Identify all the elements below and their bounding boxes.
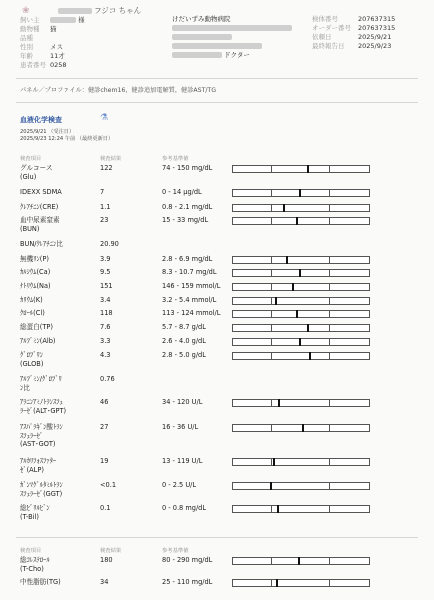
test-value: 0.76 <box>100 375 115 383</box>
result-marker <box>299 189 301 197</box>
range-bar <box>232 283 370 291</box>
divider <box>16 78 418 79</box>
range-high-tick <box>329 459 330 465</box>
range-high-tick <box>329 580 330 586</box>
test-name: ｱｽﾊﾟﾗｷﾞﾝ酸ﾄﾗﾝ ｽﾌｪﾗｰｾﾞ (AST･GOT) <box>20 423 63 448</box>
test-reference-range: 0 - 14 µg/dL <box>162 188 202 196</box>
breed-label: 品種 <box>20 34 33 42</box>
test-value: 19 <box>100 457 109 465</box>
test-name: ﾅﾄﾘｳﾑ(Na) <box>20 282 51 290</box>
result-marker <box>286 256 288 264</box>
test-name: 血中尿素窒素 (BUN) <box>20 216 60 233</box>
col-header-ref: 参考基準値 <box>162 156 189 162</box>
test-name: ｱﾗﾆﾝｱﾐﾉﾄﾗﾝｽﾌｪ ﾗｰｾﾞ(ALT･GPT) <box>20 398 67 415</box>
range-bar <box>232 189 370 197</box>
test-name: ｸﾚｱﾁﾆﾝ(CRE) <box>20 203 59 211</box>
request-date-label: 依頼日 <box>312 33 332 41</box>
range-low-tick <box>271 580 272 586</box>
test-reference-range: 3.2 - 5.4 mmol/L <box>162 296 217 304</box>
vet-suffix: ドクター <box>224 51 250 59</box>
species-value: 猫 <box>50 25 57 33</box>
pet-name: フジコ ちゃん <box>94 6 142 15</box>
test-reference-range: 16 - 36 U/L <box>162 423 199 431</box>
hospital-block <box>172 15 292 60</box>
test-reference-range: 15 - 33 mg/dL <box>162 216 209 224</box>
range-low-tick <box>271 218 272 224</box>
range-bar <box>232 324 370 332</box>
test-reference-range: 34 - 120 U/L <box>162 398 203 406</box>
redacted-line <box>172 43 262 49</box>
received-date: 2025/9/21 （受注日） <box>20 129 75 135</box>
test-reference-range: 74 - 150 mg/dL <box>162 164 213 172</box>
range-high-tick <box>329 270 330 276</box>
test-name: ｶﾙｼｳﾑ(Ca) <box>20 268 51 276</box>
col-header-test: 検査項目 <box>20 156 42 162</box>
result-marker <box>296 310 298 318</box>
test-name: ｱﾙﾌﾞﾐﾝ/ｸﾞﾛﾌﾞﾘ ﾝ比 <box>20 375 62 392</box>
test-name: ｶﾞﾝﾏｸﾞﾙﾀﾐﾙﾄﾗﾝ ｽﾌｪﾗｰｾﾞ(GGT) <box>20 481 63 498</box>
range-high-tick <box>329 311 330 317</box>
col-header-test-2: 検査項目 <box>20 548 42 554</box>
test-name: 総ﾋﾞﾘﾙﾋﾞﾝ (T-Bil) <box>20 504 50 521</box>
result-marker <box>309 352 311 360</box>
range-high-tick <box>329 190 330 196</box>
test-reference-range: 0 - 0.8 mg/dL <box>162 504 207 512</box>
test-value: 3.9 <box>100 255 111 263</box>
test-name: 中性脂肪(TG) <box>20 578 61 586</box>
redacted-phone <box>172 34 232 40</box>
range-bar <box>232 204 370 212</box>
test-name: ｶﾘｳﾑ(K) <box>20 296 43 304</box>
result-marker <box>276 579 278 587</box>
test-name: IDEXX SDMA <box>20 188 62 196</box>
test-name: ｱﾙﾌﾞﾐﾝ(Alb) <box>20 337 56 345</box>
species-label: 動物種 <box>20 25 40 33</box>
redacted-owner <box>50 17 76 23</box>
range-bar <box>232 269 370 277</box>
range-low-tick <box>271 353 272 359</box>
range-low-tick <box>271 311 272 317</box>
result-marker <box>307 165 309 173</box>
result-marker <box>278 399 280 407</box>
range-low-tick <box>271 284 272 290</box>
result-marker <box>298 557 300 565</box>
test-value: 7.6 <box>100 323 111 331</box>
range-bar <box>232 217 370 225</box>
range-low-tick <box>271 558 272 564</box>
result-marker <box>307 324 309 332</box>
range-high-tick <box>329 325 330 331</box>
range-low-tick <box>271 459 272 465</box>
test-value: 4.3 <box>100 351 111 359</box>
test-name: グルコース (Glu) <box>20 164 53 181</box>
range-high-tick <box>329 257 330 263</box>
test-reference-range: 5.7 - 8.7 g/dL <box>162 323 206 331</box>
result-marker <box>275 297 277 305</box>
test-value: 118 <box>100 309 113 317</box>
sex-label: 性別 <box>20 43 33 51</box>
patient-id-value: 0258 <box>50 61 67 69</box>
divider <box>16 537 418 538</box>
test-reference-range: 13 - 119 U/L <box>162 457 203 465</box>
range-low-tick <box>271 298 272 304</box>
result-marker <box>299 338 301 346</box>
range-low-tick <box>271 190 272 196</box>
range-bar <box>232 579 370 587</box>
result-marker <box>270 482 272 490</box>
test-reference-range: 113 - 124 mmol/L <box>162 309 221 317</box>
owner-value: 様 <box>78 16 85 24</box>
result-marker <box>273 458 275 466</box>
range-high-tick <box>329 218 330 224</box>
range-high-tick <box>329 425 330 431</box>
range-high-tick <box>329 166 330 172</box>
range-low-tick <box>271 270 272 276</box>
result-marker <box>277 505 279 513</box>
redacted-address <box>172 25 292 31</box>
range-low-tick <box>271 506 272 512</box>
range-bar <box>232 424 370 432</box>
test-value: 3.3 <box>100 337 111 345</box>
range-bar <box>232 297 370 305</box>
result-marker <box>296 217 298 225</box>
range-bar <box>232 399 370 407</box>
range-bar <box>232 338 370 346</box>
test-value: <0.1 <box>100 481 117 489</box>
range-low-tick <box>271 205 272 211</box>
range-bar <box>232 165 370 173</box>
age-value: 11才 <box>50 52 65 60</box>
request-date-value: 2025/9/21 <box>358 33 392 41</box>
divider <box>16 102 418 103</box>
test-reference-range: 146 - 159 mmol/L <box>162 282 221 290</box>
test-reference-range: 0 - 2.5 U/L <box>162 481 197 489</box>
sample-no-value: 207637315 <box>358 15 396 23</box>
test-reference-range: 80 - 290 mg/dL <box>162 556 213 564</box>
test-reference-range: 2.6 - 4.0 g/dL <box>162 337 206 345</box>
test-reference-range: 2.8 - 6.9 mg/dL <box>162 255 213 263</box>
order-info <box>312 15 395 51</box>
range-bar <box>232 310 370 318</box>
order-no-value: 207637315 <box>358 24 396 32</box>
owner-label: 飼い主 <box>20 16 40 24</box>
range-high-tick <box>329 400 330 406</box>
range-low-tick <box>271 425 272 431</box>
range-high-tick <box>329 558 330 564</box>
result-marker <box>299 269 301 277</box>
test-value: 151 <box>100 282 113 290</box>
test-value: 23 <box>100 216 109 224</box>
test-value: 0.1 <box>100 504 111 512</box>
range-high-tick <box>329 284 330 290</box>
age-label: 年齢 <box>20 52 33 60</box>
hospital-name: けだいずみ動物病院 <box>172 15 231 23</box>
test-reference-range: 0.8 - 2.1 mg/dL <box>162 203 213 211</box>
section-title-chemistry: 血液化学検査 <box>20 116 62 124</box>
test-value: 180 <box>100 556 113 564</box>
test-value: 46 <box>100 398 109 406</box>
range-low-tick <box>271 400 272 406</box>
test-value: 34 <box>100 578 109 586</box>
result-marker <box>283 204 285 212</box>
test-value: 3.4 <box>100 296 111 304</box>
result-marker <box>292 283 294 291</box>
test-reference-range: 2.8 - 5.0 g/dL <box>162 351 206 359</box>
range-bar <box>232 352 370 360</box>
range-low-tick <box>271 339 272 345</box>
range-high-tick <box>329 353 330 359</box>
test-value: 7 <box>100 188 105 196</box>
reported-date: 2025/9/23 12:24 午前 （最終更新日） <box>20 135 114 142</box>
redacted-vet <box>172 52 222 58</box>
range-bar <box>232 256 370 264</box>
test-value: 27 <box>100 423 109 431</box>
final-report-label: 最終報告日 <box>312 42 345 50</box>
order-no-label: オーダー番号 <box>312 24 351 32</box>
range-low-tick <box>271 166 272 172</box>
col-header-ref-2: 参考基準値 <box>162 548 189 554</box>
test-name: 総蛋白(TP) <box>20 323 53 331</box>
range-bar <box>232 458 370 466</box>
range-low-tick <box>271 257 272 263</box>
range-high-tick <box>329 506 330 512</box>
test-name: 総ｺﾚｽﾃﾛｰﾙ (T-Cho) <box>20 556 50 573</box>
range-bar <box>232 505 370 513</box>
test-name: ｸﾞﾛﾌﾞﾘﾝ (GLOB) <box>20 351 44 368</box>
range-low-tick <box>271 325 272 331</box>
sample-no-label: 検体番号 <box>312 15 338 23</box>
patient-info <box>20 16 85 70</box>
range-bar <box>232 557 370 565</box>
test-name: ｸﾛｰﾙ(Cl) <box>20 309 45 317</box>
report-dates <box>20 129 113 142</box>
range-bar <box>232 482 370 490</box>
test-value: 122 <box>100 164 113 172</box>
test-value: 20.90 <box>100 240 119 248</box>
microscope-icon: ⚗ <box>100 113 109 123</box>
paw-icon: ❀ <box>22 6 30 16</box>
test-reference-range: 25 - 110 mg/dL <box>162 578 213 586</box>
range-high-tick <box>329 483 330 489</box>
range-high-tick <box>329 298 330 304</box>
test-name: ｱﾙｶﾘﾌｫｽﾌｧﾀｰ ｾﾞ(ALP) <box>20 457 57 474</box>
sex-value: メス <box>50 43 63 51</box>
panel-profile: パネル／プロファイル：健診chem16，健診追加電解質，健診AST/TG <box>20 87 217 94</box>
test-name: 無機ﾘﾝ(P) <box>20 255 49 263</box>
test-value: 1.1 <box>100 203 111 211</box>
range-high-tick <box>329 339 330 345</box>
test-value: 9.5 <box>100 268 111 276</box>
col-header-result-2: 検査結果 <box>100 548 122 554</box>
final-report-value: 2025/9/23 <box>358 42 392 50</box>
test-reference-range: 8.3 - 10.7 mg/dL <box>162 268 217 276</box>
range-high-tick <box>329 205 330 211</box>
test-name: BUN/ｸﾚｱﾁﾆﾝ比 <box>20 240 63 248</box>
result-marker <box>302 424 304 432</box>
patient-id-label: 患者番号 <box>20 61 46 69</box>
redacted-name <box>58 8 92 14</box>
col-header-result: 検査結果 <box>100 156 122 162</box>
